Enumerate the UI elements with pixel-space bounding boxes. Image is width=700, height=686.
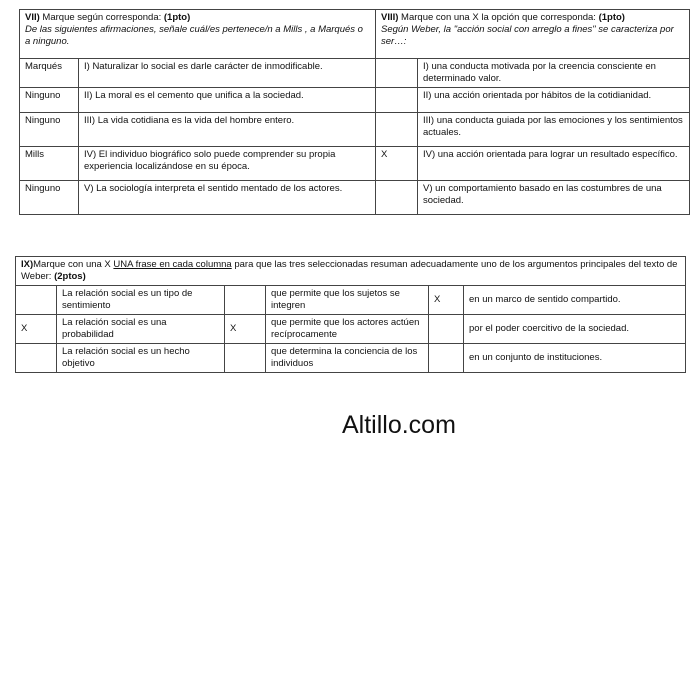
section9-col1: La relación social es un hecho objetivo — [57, 344, 225, 373]
table-row — [16, 344, 686, 373]
sections-7-8-table — [19, 9, 690, 215]
section8-option: III) una conducta guiada por las emociones y los sentimientos actuales. — [418, 113, 690, 147]
section9-mark1[interactable] — [16, 344, 57, 373]
section7-title — [25, 12, 370, 24]
section8-option: IV) una acción orientada para lograr un resultado específico. — [418, 147, 690, 181]
section9-mark3[interactable] — [429, 315, 464, 344]
section9-mark2[interactable]: X — [225, 315, 266, 344]
section9-mark3[interactable] — [429, 344, 464, 373]
section8-mark[interactable] — [376, 181, 418, 215]
table-row — [20, 181, 690, 215]
section9-col2: que determina la conciencia de los individuos — [266, 344, 429, 373]
section8-option: I) una conducta motivada por la creencia consciente en determinado valor. — [418, 59, 690, 88]
section9-mark2[interactable] — [225, 344, 266, 373]
table-row — [20, 88, 690, 113]
section8-header — [376, 10, 690, 59]
section8-title — [381, 12, 684, 24]
section8-instruction: Según Weber, la "acción social con arreglo a fines" se caracteriza por ser…: — [381, 24, 674, 47]
table-row — [20, 113, 690, 147]
section7-answer: Marqués — [20, 59, 79, 88]
section7-statement: II) La moral es el cemento que unifica a la sociedad. — [79, 88, 376, 113]
section7-statement: III) La vida cotidiana es la vida del hombre entero. — [79, 113, 376, 147]
section9-col1: La relación social es un tipo de sentimiento — [57, 286, 225, 315]
section8-mark[interactable] — [376, 113, 418, 147]
section7-title-points: (1pto) — [163, 12, 191, 23]
section9-col3: en un conjunto de instituciones. — [464, 344, 686, 373]
section8-mark[interactable] — [376, 59, 418, 88]
altillo-watermark: Altillo.com — [342, 411, 456, 439]
section9-title — [21, 259, 680, 283]
section9-mark1[interactable]: X — [16, 315, 57, 344]
table-row — [20, 147, 690, 181]
section9-title-points: (2ptos) — [54, 271, 86, 282]
section8-mark[interactable] — [376, 88, 418, 113]
section8-option: V) un comportamiento basado en las costumbres de una sociedad. — [418, 181, 690, 215]
section7-answer: Ninguno — [20, 88, 79, 113]
section7-answer: Ninguno — [20, 113, 79, 147]
section9-col1: La relación social es una probabilidad — [57, 315, 225, 344]
section9-col2: que permite que los actores actúen recíprocamente — [266, 315, 429, 344]
section7-header — [20, 10, 376, 59]
section9-title-b: para que las tres seleccionadas resuman adecuadamente uno de los argumentos principales del texto de Weber: — [21, 259, 678, 282]
section7-statement: I) Naturalizar lo social es darle carácter de inmodificable. — [79, 59, 376, 88]
section9-col3: en un marco de sentido compartido. — [464, 286, 686, 315]
section7-answer: Mills — [20, 147, 79, 181]
section9-title-prefix: IX) — [21, 259, 34, 270]
section9-title-a: Marque con una X — [33, 259, 114, 270]
section7-instruction: De las siguientes afirmaciones, señale cuál/es pertenece/n a Mills , a Marqués o a ninguno. — [25, 24, 363, 47]
table-row — [20, 59, 690, 88]
section9-table — [15, 256, 686, 373]
section8-mark[interactable]: X — [376, 147, 418, 181]
section8-title-points: (1pto) — [598, 12, 625, 23]
section7-statement: V) La sociología interpreta el sentido mentado de los actores. — [79, 181, 376, 215]
section9-col2: que permite que los sujetos se integren — [266, 286, 429, 315]
section9-col3: por el poder coercitivo de la sociedad. — [464, 315, 686, 344]
table-row — [16, 286, 686, 315]
section8-title-prefix: VIII) — [381, 12, 399, 23]
section7-title-main: Marque según corresponda: — [39, 12, 164, 23]
section9-title-underlined: UNA frase en cada columna — [113, 259, 232, 270]
section9-mark2[interactable] — [225, 286, 266, 315]
section9-mark3[interactable]: X — [429, 286, 464, 315]
section9-mark1[interactable] — [16, 286, 57, 315]
section9-header — [16, 257, 686, 286]
table-row — [16, 315, 686, 344]
section7-answer: Ninguno — [20, 181, 79, 215]
section8-option: II) una acción orientada por hábitos de la cotidianidad. — [418, 88, 690, 113]
section7-statement: IV) El individuo biográfico solo puede comprender su propia experiencia localizándose en su época. — [79, 147, 376, 181]
section7-title-prefix: VII) — [25, 12, 40, 23]
section8-title-main: Marque con una X la opción que corresponda: — [398, 12, 599, 23]
